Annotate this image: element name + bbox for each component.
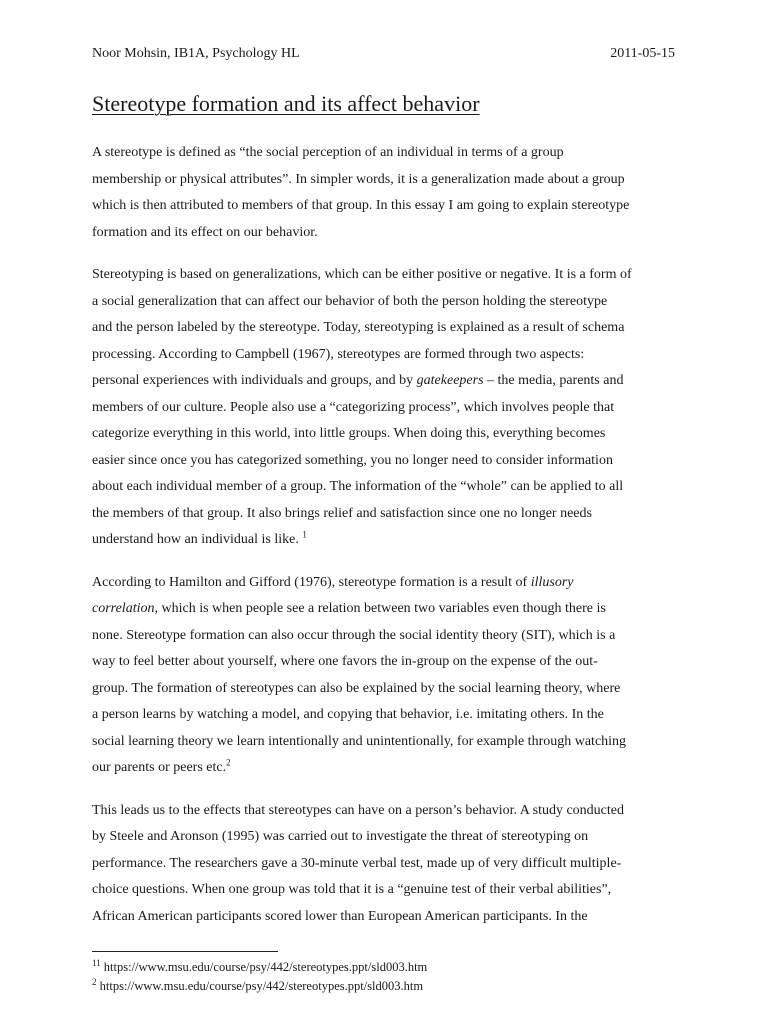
text-line: categorize everything in this world, into little groups. When doing this, everything becomes bbox=[92, 426, 606, 441]
essay-body bbox=[92, 140, 676, 946]
text-line: performance. The researchers gave a 30-minute verbal test, made up of very difficult multiple- bbox=[92, 855, 622, 871]
italic-term-illusory: illusory bbox=[530, 574, 574, 590]
italic-term-gatekeepers: gatekeepers bbox=[416, 373, 484, 388]
text-line: Stereotyping is based on generalizations, which can be either positive or negative. It is a form of bbox=[92, 267, 632, 282]
text-run: our parents or peers etc. bbox=[92, 760, 227, 775]
text-run: According to Hamilton and Gifford (1976), stereotype formation is a result of bbox=[92, 574, 531, 590]
text-run: – the media, parents and bbox=[483, 373, 624, 388]
header-author: Noor Mohsin, IB1A, Psychology HL bbox=[92, 46, 300, 61]
text-line bbox=[92, 368, 676, 395]
text-line: none. Stereotype formation can also occur through the social identity theory (SIT), which is a bbox=[92, 627, 616, 643]
text-run: understand how an individual is like. bbox=[92, 532, 299, 547]
paragraph-4 bbox=[92, 798, 676, 931]
text-line: processing. According to Campbell (1967), stereotypes are formed through two aspects: bbox=[92, 346, 585, 362]
italic-term-correlation: correlation bbox=[92, 601, 155, 616]
text-line: A stereotype is defined as “the social perception of an individual in terms of a group bbox=[92, 145, 564, 160]
text-line bbox=[92, 755, 676, 782]
text-line: the members of that group. It also brings relief and satisfaction since one no longer needs bbox=[92, 505, 592, 521]
text-line: formation and its effect on our behavior. bbox=[92, 224, 318, 240]
text-line: members of our culture. People also use a “categorizing process”, which involves people that bbox=[92, 399, 615, 415]
text-line: This leads us to the effects that stereotypes can have on a person’s behavior. A study conducted bbox=[92, 802, 624, 818]
text-run: personal experiences with individuals and groups, and by bbox=[92, 373, 417, 388]
text-line bbox=[92, 596, 676, 623]
text-line: social learning theory we learn intentionally and unintentionally, for example through watching bbox=[92, 733, 627, 749]
text-line: a social generalization that can affect our behavior of both the person holding the stereotype bbox=[92, 293, 608, 309]
text-line: about each individual member of a group. The information of the “whole” can be applied to all bbox=[92, 479, 624, 494]
text-line: which is then attributed to members of that group. In this essay I am going to explain stereotype bbox=[92, 198, 630, 213]
footnote-divider bbox=[92, 951, 278, 952]
footnotes bbox=[92, 958, 427, 996]
text-line: easier since once you has categorized something, you no longer need to consider information bbox=[92, 452, 613, 468]
footnote-ref-2[interactable]: 2 bbox=[226, 757, 231, 768]
footnote-link[interactable]: https://www.msu.edu/course/psy/442/stereotypes.ppt/sld003.htm bbox=[100, 960, 428, 974]
text-line: African American participants scored lower than European American participants. In the bbox=[92, 908, 588, 924]
text-line: way to feel better about yourself, where one favors the in-group on the expense of the out- bbox=[92, 654, 598, 669]
paragraph-3 bbox=[92, 570, 676, 782]
footnote-2 bbox=[92, 977, 427, 996]
text-line bbox=[92, 527, 676, 554]
text-line bbox=[92, 570, 676, 597]
page-header bbox=[92, 44, 675, 64]
footnote-marker: 2 bbox=[92, 976, 97, 987]
text-line: group. The formation of stereotypes can also be explained by the social learning theory, where bbox=[92, 680, 621, 696]
essay-title: Stereotype formation and its affect behavior bbox=[92, 91, 480, 116]
paragraph-1 bbox=[92, 140, 676, 246]
footnote-marker: 11 bbox=[92, 957, 101, 968]
paragraph-2 bbox=[92, 262, 676, 554]
text-line: a person learns by watching a model, and copying that behavior, i.e. imitating others. In the bbox=[92, 707, 604, 722]
text-line: by Steele and Aronson (1995) was carried out to investigate the threat of stereotyping on bbox=[92, 829, 589, 844]
text-line: membership or physical attributes”. In simpler words, it is a generalization made about a group bbox=[92, 171, 625, 187]
header-date: 2011-05-15 bbox=[610, 46, 675, 61]
text-run: , which is when people see a relation between two variables even though there is bbox=[154, 601, 606, 616]
text-line: and the person labeled by the stereotype. Today, stereotyping is explained as a result of schema bbox=[92, 320, 625, 335]
footnote-link[interactable]: https://www.msu.edu/course/psy/442/stereotypes.ppt/sld003.htm bbox=[96, 979, 424, 993]
footnote-1 bbox=[92, 958, 427, 977]
text-line: choice questions. When one group was told that it is a “genuine test of their verbal abilities”, bbox=[92, 882, 612, 897]
footnote-ref-1[interactable]: 1 bbox=[302, 529, 307, 540]
